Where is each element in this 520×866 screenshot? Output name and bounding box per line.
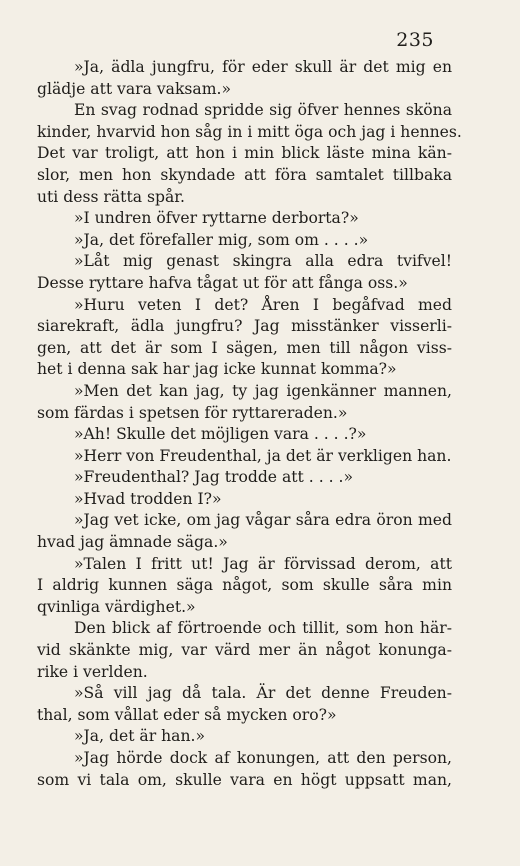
text-line: »Talen I fritt ut! Jag är förvissad derom, att [74,554,452,573]
text-line: »Huru veten I det? Åren I begåfvad med [74,295,452,314]
text-line: »Men det kan jag, ty jag igenkänner mannen, [74,381,452,400]
text-line: »Ja, ädla jungfru, för eder skull är det mig en [74,58,452,76]
text-line: hvad jag ämnade säga.» [37,533,228,552]
text-line: »Jag vet icke, om jag vågar såra edra öron med [74,511,452,530]
text-line: »Ah! Skulle det möjligen vara . . . .?» [74,425,367,444]
text-line: »Så vill jag då tala. Är det denne Freuden- [74,684,452,703]
text-line: het i denna sak har jag icke kunnat komma?» [37,360,397,379]
text-line: En svag rodnad spridde sig öfver hennes sköna [74,101,452,120]
body-text [37,57,462,791]
text-line: »I undren öfver ryttarne derborta?» [74,209,359,228]
text-line: vid skänkte mig, var värd mer än något konunga- [37,641,452,660]
text-line: Desse ryttare hafva tågat ut för att fånga oss.» [37,273,408,292]
text-line: »Ja, det är han.» [74,727,206,746]
text-line: I aldrig kunnen säga något, som skulle såra min [37,576,452,595]
text-line: qvinliga värdighet.» [37,597,196,616]
text-line: kinder, hvarvid hon såg in i mitt öga och jag i hennes. [37,122,462,141]
text-line: »Ja, det förefaller mig, som om . . . .» [74,230,369,249]
text-line: uti dess rätta spår. [37,187,185,206]
text-line: thal, som vållat eder så mycken oro?» [37,705,337,724]
text-line: som vi tala om, skulle vara en högt uppsatt man, [37,770,452,789]
text-line: »Freudenthal? Jag trodde att . . . .» [74,468,354,487]
text-line: glädje att vara vaksam.» [37,79,232,98]
text-line: som färdas i spetsen för ryttareraden.» [37,403,348,422]
text-line: slor, men hon skyndade att föra samtalet tillbaka [37,165,452,184]
page-number: 235 [396,29,434,51]
text-line: »Jag hörde dock af konungen, att den person, [74,749,452,767]
text-line: Det var troligt, att hon i min blick läste mina kän- [37,144,452,163]
text-line: »Låt mig genast skingra alla edra tvifvel! [74,252,452,271]
text-line: siarekraft, ädla jungfru? Jag misstänker visserli- [37,317,452,336]
text-line: rike i verlden. [37,662,148,681]
text-line: »Herr von Freudenthal, ja det är verkligen han. [74,446,452,465]
text-line: Den blick af förtroende och tillit, som hon här- [74,619,452,638]
text-line: gen, att det är som I sägen, men till någon viss- [37,338,452,357]
text-line: »Hvad trodden I?» [74,489,222,508]
